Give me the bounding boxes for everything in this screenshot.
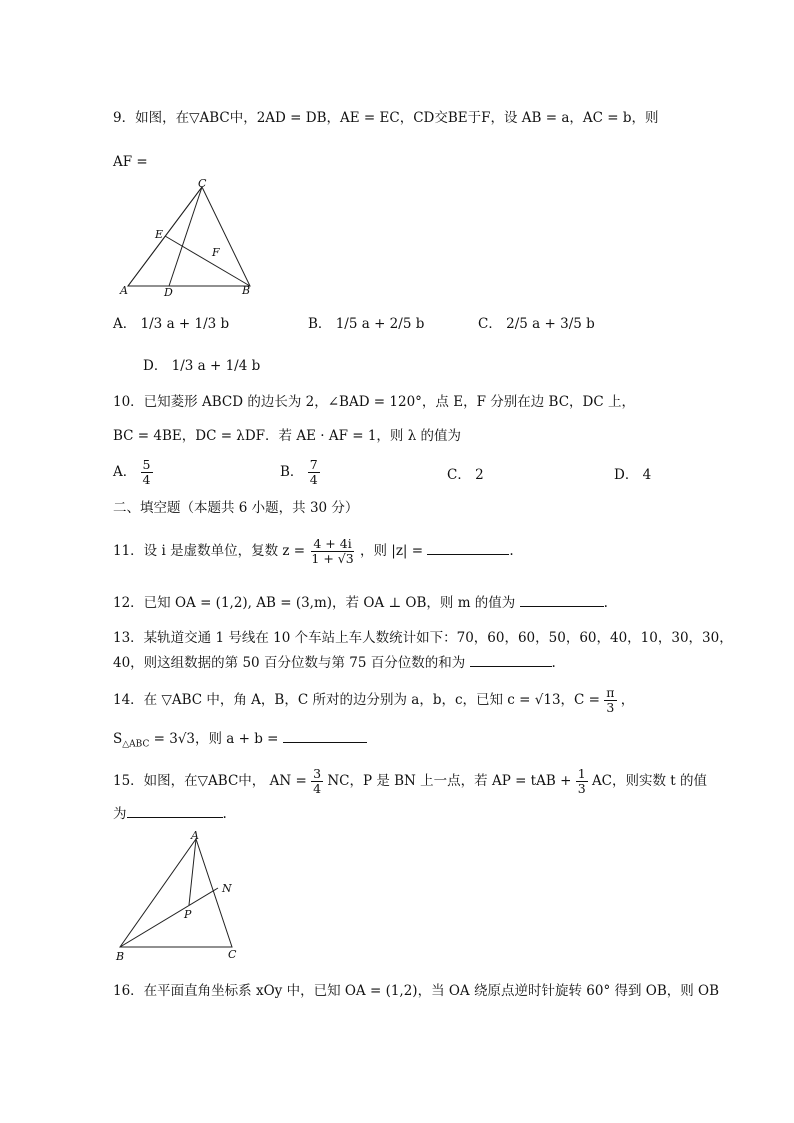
q13-line1: 13．某轨道交通 1 号线在 10 个车站上车人数统计如下：70，60，60，50，60，40，10，30，30， <box>113 630 733 646</box>
q12-answer-blank[interactable] <box>520 592 604 607</box>
q9-label-E: E <box>155 228 164 241</box>
q10-option-C[interactable]: C． 2 <box>447 467 484 483</box>
q14-line2: $S_{\triangle ABC} = 3√3$，则 a + b = <box>113 728 367 755</box>
q9-label-C: C <box>198 178 207 190</box>
q15-label-A: A <box>191 830 199 842</box>
q9-option-A[interactable]: A． 1/3 a + 1/3 b <box>113 316 230 332</box>
q10-option-D[interactable]: D． 4 <box>614 467 652 483</box>
q11-answer-blank[interactable] <box>427 540 509 555</box>
q16-line: 16．在平面直角坐标系 xOy 中，已知 OA = (1,2)，当 OA 绕原点逆时针旋转 60° 得到 OB，则 OB <box>113 983 720 999</box>
q10-line2: BC = 4BE，DC = λDF．若 AE · AF = 1，则 λ 的值为 <box>113 428 462 444</box>
q15-answer-blank[interactable] <box>127 803 223 818</box>
q15-label-N: N <box>222 882 232 895</box>
q9-option-C[interactable]: C． 2/5 a + 3/5 b <box>478 316 595 332</box>
q14-line1: 14．在 ▽ABC 中，角 A，B，C 所对的边分别为 a，b，c，已知 c = √13，C = $\frac{\pi}{3}$ ， <box>113 685 635 715</box>
q15-label-P: P <box>184 908 192 921</box>
q9-option-B[interactable]: B． 1/5 a + 2/5 b <box>308 316 425 332</box>
q9-label-A: A <box>120 284 128 297</box>
q10-option-B[interactable]: B． $\frac{7}{4}$ <box>280 457 318 487</box>
q9-line1: 9．如图，在▽ABC中，2AD = DB，AE = EC，CD交BE于F，设 AB = a，AC = b，则 <box>113 110 659 126</box>
q9-option-D[interactable]: D． 1/3 a + 1/4 b <box>143 358 261 374</box>
q13-line2: 40，则这组数据的第 50 百分位数与第 75 百分位数的和为 . <box>113 652 556 673</box>
q10-line1: 10．已知菱形 ABCD 的边长为 2，∠BAD = 120°，点 E，F 分别在边 BC，DC 上， <box>113 394 635 410</box>
q9-line2: AF = <box>113 154 148 170</box>
q15-triangle-figure <box>110 830 250 964</box>
q14-answer-blank[interactable] <box>283 728 367 743</box>
q10-option-A[interactable]: A． $\frac{5}{4}$ <box>113 457 151 487</box>
q15-line1: 15．如图，在▽ABC中， AN = $\frac{3}{4}$ NC，P 是 BN 上一点，若 AP = tAB + $\frac{1}{3}$ AC，则实数 t 的值 <box>113 766 708 796</box>
q9-triangle-figure <box>118 178 260 300</box>
q9-label-F: F <box>212 246 220 259</box>
q11-line: 11．设 i 是虚数单位，复数 z = $\frac{4 + 4i}{1 + √3}$ ，则 |z| = . <box>113 536 514 566</box>
q12-line: 12．已知 OA = (1,2), AB = (3,m)，若 OA ⊥ OB，则 m 的值为 . <box>113 592 608 613</box>
q9-label-B: B <box>242 284 251 297</box>
q15-line2: 为 . <box>113 803 227 824</box>
q9-label-D: D <box>164 286 173 299</box>
section2-heading: 二、填空题（本题共 6 小题，共 30 分） <box>113 500 359 516</box>
q15-label-B: B <box>116 950 125 963</box>
q15-label-C: C <box>228 948 237 961</box>
q13-answer-blank[interactable] <box>470 652 552 667</box>
